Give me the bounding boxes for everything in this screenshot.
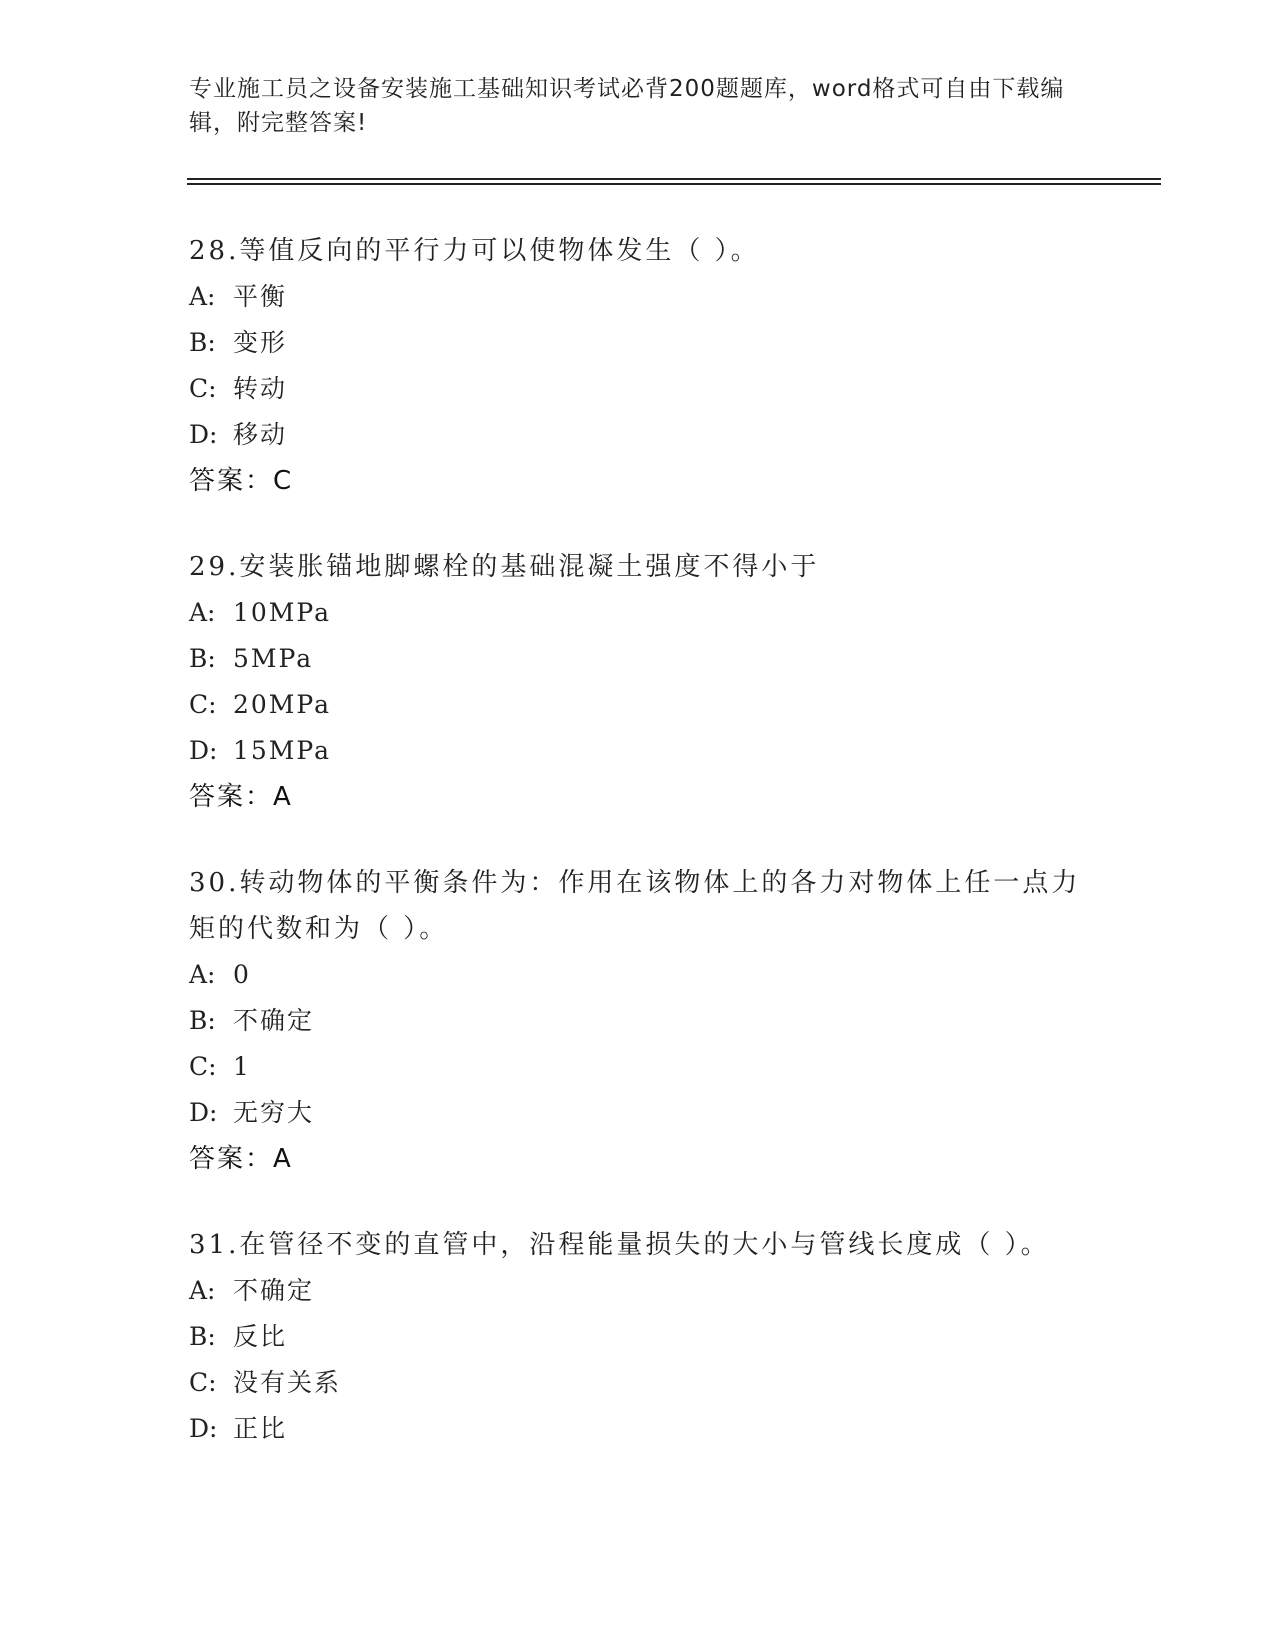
document-title: 专业施工员之设备安装施工基础知识考试必背200题题库，word格式可自由下载编辑，附完整答案!	[189, 76, 1065, 136]
question-28	[189, 228, 1089, 504]
question-stem: 31.在管径不变的直管中，沿程能量损失的大小与管线长度成（ ）。	[189, 1230, 1050, 1260]
option-key: D:	[189, 1098, 218, 1127]
option-key: A:	[189, 282, 216, 311]
option-key: A:	[189, 960, 216, 989]
question-stem: 29.安装胀锚地脚螺栓的基础混凝土强度不得小于	[189, 552, 820, 582]
option-a	[189, 1268, 1089, 1314]
option-a	[189, 274, 1089, 320]
option-text: 不确定	[233, 1276, 315, 1305]
option-key: D:	[189, 736, 218, 765]
option-key: B:	[189, 1322, 216, 1351]
option-a	[189, 952, 1089, 998]
option-text: 不确定	[233, 1006, 315, 1035]
option-key: B:	[189, 1006, 216, 1035]
option-d	[189, 1406, 1089, 1452]
option-c	[189, 366, 1089, 412]
option-text: 平衡	[233, 282, 288, 311]
option-key: A:	[189, 598, 216, 627]
answer-line: 答案：C	[189, 466, 294, 496]
option-key: C:	[189, 374, 217, 403]
option-key: A:	[189, 1276, 216, 1305]
option-text: 正比	[233, 1414, 288, 1443]
question-29	[189, 544, 1089, 820]
question-stem: 28.等值反向的平行力可以使物体发生（ ）。	[189, 236, 760, 266]
option-text: 移动	[233, 420, 288, 449]
option-text: 无穷大	[233, 1098, 315, 1127]
option-text: 5MPa	[233, 644, 314, 673]
question-31	[189, 1222, 1089, 1452]
option-a	[189, 590, 1089, 636]
option-text: 1	[233, 1052, 251, 1081]
option-b	[189, 320, 1089, 366]
header-rule-bottom	[187, 183, 1161, 185]
option-key: D:	[189, 420, 218, 449]
option-d	[189, 1090, 1089, 1136]
option-text: 0	[233, 960, 251, 989]
option-b	[189, 1314, 1089, 1360]
option-text: 变形	[233, 328, 288, 357]
option-text: 转动	[233, 374, 288, 403]
option-c	[189, 1044, 1089, 1090]
question-30	[189, 860, 1089, 1182]
answer-line: 答案：A	[189, 782, 293, 812]
option-d	[189, 728, 1089, 774]
option-text: 没有关系	[233, 1368, 342, 1397]
option-key: C:	[189, 690, 217, 719]
answer-line: 答案：A	[189, 1144, 293, 1174]
option-key: D:	[189, 1414, 218, 1443]
option-b	[189, 636, 1089, 682]
option-b	[189, 998, 1089, 1044]
option-key: B:	[189, 328, 216, 357]
option-c	[189, 1360, 1089, 1406]
option-text: 反比	[233, 1322, 288, 1351]
header-rule-top	[187, 178, 1161, 180]
option-d	[189, 412, 1089, 458]
question-stem: 30.转动物体的平衡条件为：作用在该物体上的各力对物体上任一点力矩的代数和为（ ）。	[189, 868, 1081, 944]
option-key: B:	[189, 644, 216, 673]
option-key: C:	[189, 1368, 217, 1397]
option-text: 20MPa	[233, 690, 332, 719]
option-text: 10MPa	[233, 598, 332, 627]
option-key: C:	[189, 1052, 217, 1081]
option-c	[189, 682, 1089, 728]
option-text: 15MPa	[233, 736, 332, 765]
